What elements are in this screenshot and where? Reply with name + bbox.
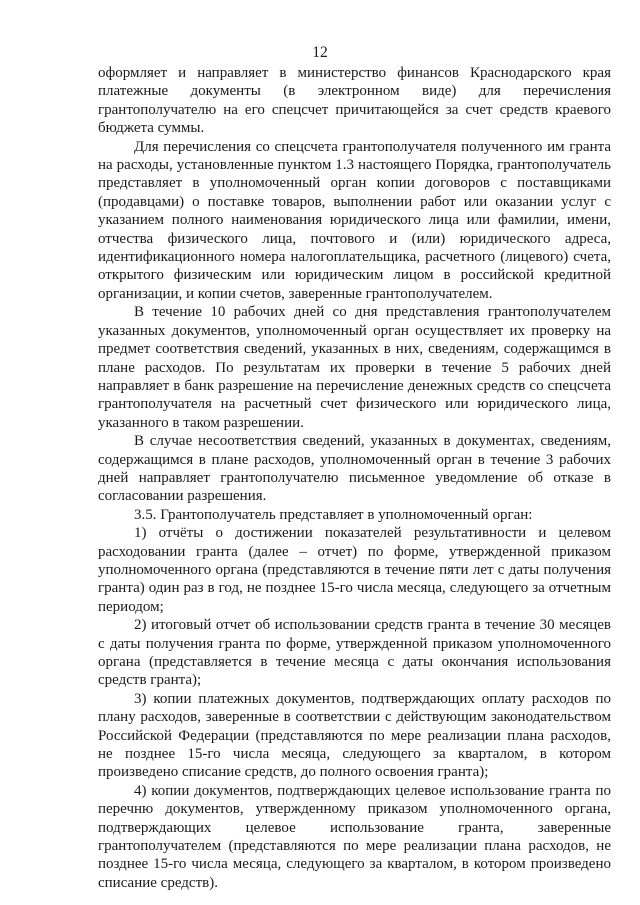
paragraph-9: 4) копии документов, подтверждающих целевое использование гранта по перечню документов, утвержденному приказом уполномоченного органа, подтверждающих целевое использование гранта, заверенные грантополучателем (представляются по мере реализации плана расходов, не позднее 15-го числа месяца, следующего за кварталом, в котором произведено списание средств). xyxy=(98,782,611,891)
paragraph-2: Для перечисления со спецсчета грантополучателя полученного им гранта на расходы, установленные пунктом 1.3 настоящего Порядка, грантополучатель представляет в уполномоченный орган копии договоров с поставщиками (продавцами) о поставке товаров, выполнении работ или оказании услуг с указанием полного наименования юридического лица или фамилии, имени, отчества физического лица, почтового и (или) юридического адреса, идентификационного номера налогоплательщика, расчетного (лицевого) счета, открытого физическим или юридическим лицом в российской кредитной организации, и копии счетов, заверенные грантополучателем. xyxy=(98,138,611,302)
paragraph-1: оформляет и направляет в министерство финансов Краснодарского края платежные документы (в электронном виде) для перечисления грантополучателю на его спецсчет причитающейся за счет средств краевого бюджета суммы. xyxy=(98,65,611,137)
paragraph-7: 2) итоговый отчет об использовании средств гранта в течение 30 месяцев с даты получения гранта по форме, утвержденной приказом уполномоченного органа (представляется в течение месяца с даты окончания использования средств гранта); xyxy=(98,617,611,689)
paragraph-5: 3.5. Грантополучатель представляет в уполномоченный орган: xyxy=(134,506,533,523)
paragraph-3: В течение 10 рабочих дней со дня представления грантополучателем указанных документов, уполномоченный орган осуществляет их проверку на предмет соответствия сведений, указанных в них, сведениям, содержащимся в плане расходов. По результатам их проверки в течение 5 рабочих дней направляет в банк разрешение на перечисление денежных средств со спецсчета грантополучателя на расчетный счет физического или юридического лица, указанного в таком разрешении. xyxy=(98,304,611,431)
paragraph-8: 3) копии платежных документов, подтверждающих оплату расходов по плану расходов, заверенные в соответствии с действующим законодательством Российской Федерации (представляются по мере реализации плана расходов, не позднее 15-го числа месяца, следующего за кварталом, в котором произведено списание средств, до полного освоения гранта); xyxy=(98,690,611,781)
page-number: 12 xyxy=(312,44,328,61)
body-text xyxy=(98,64,611,892)
paragraph-4: В случае несоответствия сведений, указанных в документах, сведениям, содержащимся в плане расходов, уполномоченный орган в течение 3 рабочих дней направляет грантополучателю письменное уведомление об отказе в согласовании разрешения. xyxy=(98,433,611,505)
paragraph-6: 1) отчёты о достижении показателей результативности и целевом расходовании гранта (далее – отчет) по форме, утвержденной приказом уполномоченного органа (представляются в течение пяти лет с даты получения гранта) один раз в год, не позднее 15-го числа месяца, следующего за отчетным периодом; xyxy=(98,525,611,615)
